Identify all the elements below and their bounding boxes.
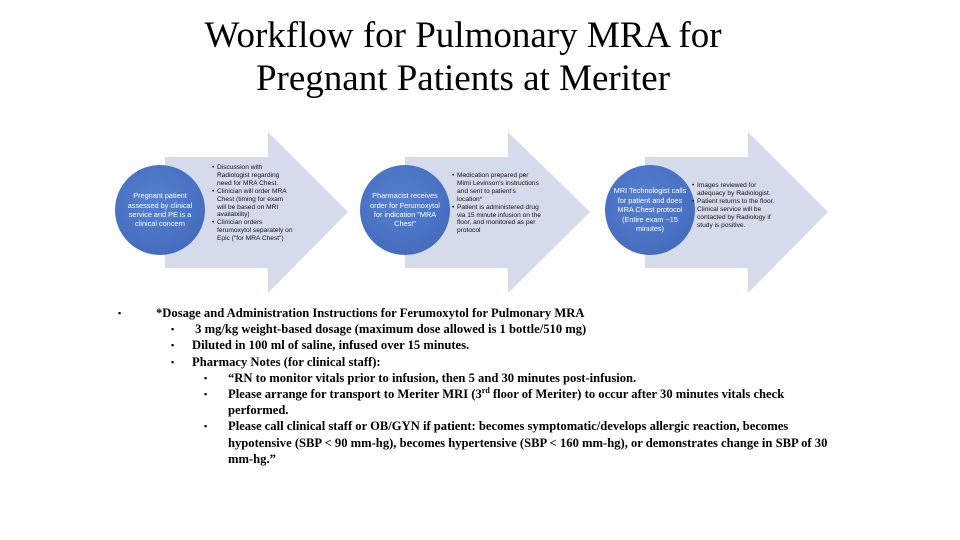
instructions-heading: *Dosage and Administration Instructions for Ferumoxytol for Pulmonary MRA [156,306,585,320]
instruction-text: Diluted in 100 ml of saline, infused over 15 minutes. [192,338,470,353]
instruction-text: Pharmacy Notes (for clinical staff): [192,354,381,369]
bullet-icon: ▪ [204,372,208,383]
instruction-item [118,337,838,353]
instruction-item [118,354,838,370]
step-2-circle [360,165,450,255]
ordinal-suffix: rd [481,385,490,395]
step-3-note: • Patient returns to the floor. Clinical service will be contacted by Radiology if study is positive. [692,198,782,230]
note-text-part: Please arrange for transport to Meriter MRI (3 [228,387,482,402]
note-text-part: floor of Meriter) to occur after 30 minutes vitals check performed. [228,387,785,418]
step-3-label: MRI Technologist calls for patient and does MRA Chest protocol (Entire exam ~15 minutes) [613,186,687,234]
bullet-icon: ▪ [171,356,175,367]
step-3-notes [692,182,782,229]
title-line-1: Workflow for Pulmonary MRA for [204,15,722,56]
dosage-instructions [118,305,838,467]
step-1-note: • Clinician will order MRA Chest (timing for exam will be based on MRI availability) [212,188,294,220]
bullet-icon: ▪ [171,324,175,335]
step-1-note: • Discussion with Radiologist regarding need for MRA Chest. [212,164,294,188]
step-1-circle [115,165,205,255]
pharmacy-note [118,370,838,386]
pharmacy-note-text: “RN to monitor vitals prior to infusion, then 5 and 30 minutes post-infusion. [228,370,637,385]
title-line-2: Pregnant Patients at Meriter [255,58,671,99]
pharmacy-note [118,386,838,418]
bullet-icon: ▪ [118,308,122,318]
pharmacy-note-text [228,387,784,417]
step-2-note: • Patient is administered drug via 15 minute infusion on the floor, and monitored as per protocol [452,204,542,236]
step-1-note: • Clinician orders ferumoxytol separately on Epic ("for MRA Chest") [212,219,294,243]
step-2-notes [452,172,542,235]
instruction-item [118,321,838,337]
step-1-label: Pregnant patient assessed by clinical service and PE is a clinical concern [127,191,193,229]
instructions-heading-item [118,305,838,321]
bullet-icon: ▪ [171,340,175,351]
step-2-label: Pharmacist receives order for Ferumoxytol for indication "MRA Chest" [370,191,440,229]
bullet-icon: ▪ [204,389,208,400]
step-3-circle [605,165,695,255]
pharmacy-note [118,418,838,467]
bullet-icon: ▪ [204,421,208,432]
step-3-note: • Images reviewed for adequacy by Radiologist. [692,182,782,198]
pharmacy-note-text: Please call clinical staff or OB/GYN if patient: becomes symptomatic/develops allergic reaction, becomes hypotensive (SBP < 90 mm-hg), becomes hypertensive (SBP < 160 mm-hg), or demonstrates change in SBP of 30 mm-hg.” [228,419,828,466]
instruction-text: 3 mg/kg weight-based dosage (maximum dose allowed is 1 bottle/510 mg) [192,322,587,337]
step-2-note: • Medication prepared per Mimi Levinson's instructions and sent to patient's location* [452,172,542,204]
step-1-notes [212,164,294,243]
